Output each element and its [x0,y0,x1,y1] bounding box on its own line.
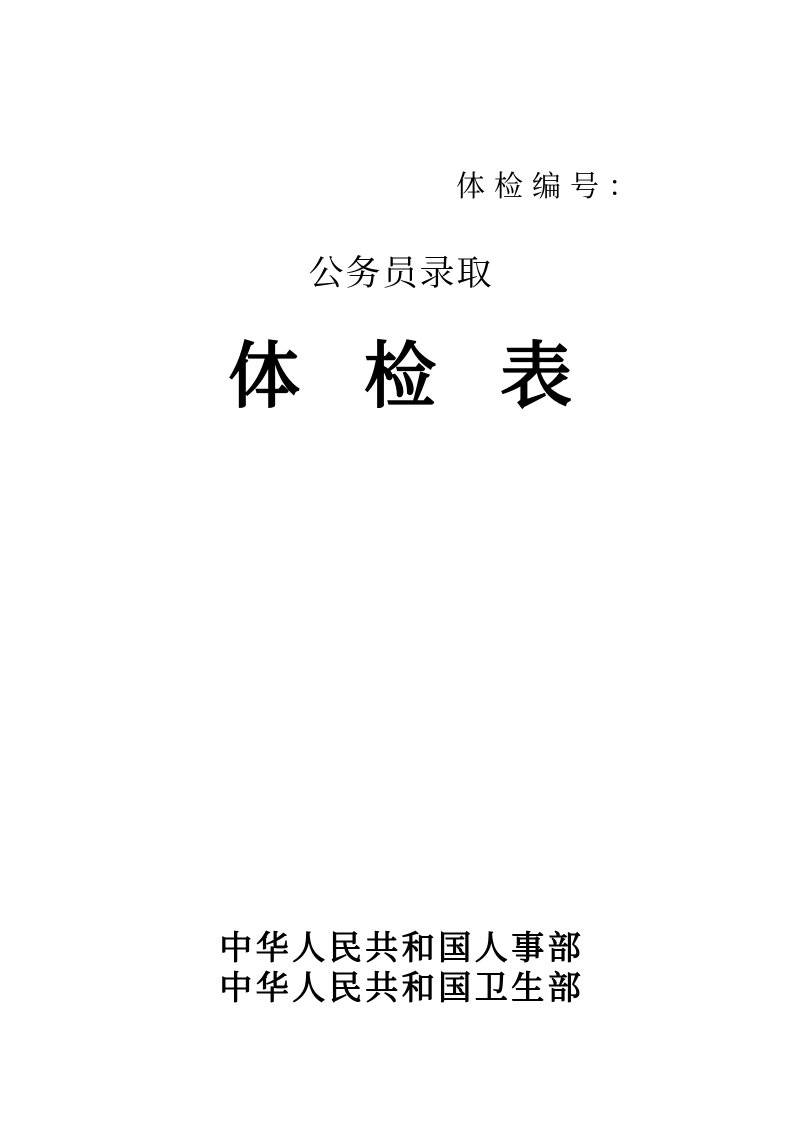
issuer-line-personnel: 中华人民共和国人事部 [219,929,585,966]
form-title: 体检表 [227,337,636,417]
issuing-authorities [0,928,800,1008]
form-subtitle: 公务员录取 [308,254,494,293]
issuer-line-health: 中华人民共和国卫生部 [219,969,585,1006]
exam-number-label: 体检编号： [456,171,647,203]
